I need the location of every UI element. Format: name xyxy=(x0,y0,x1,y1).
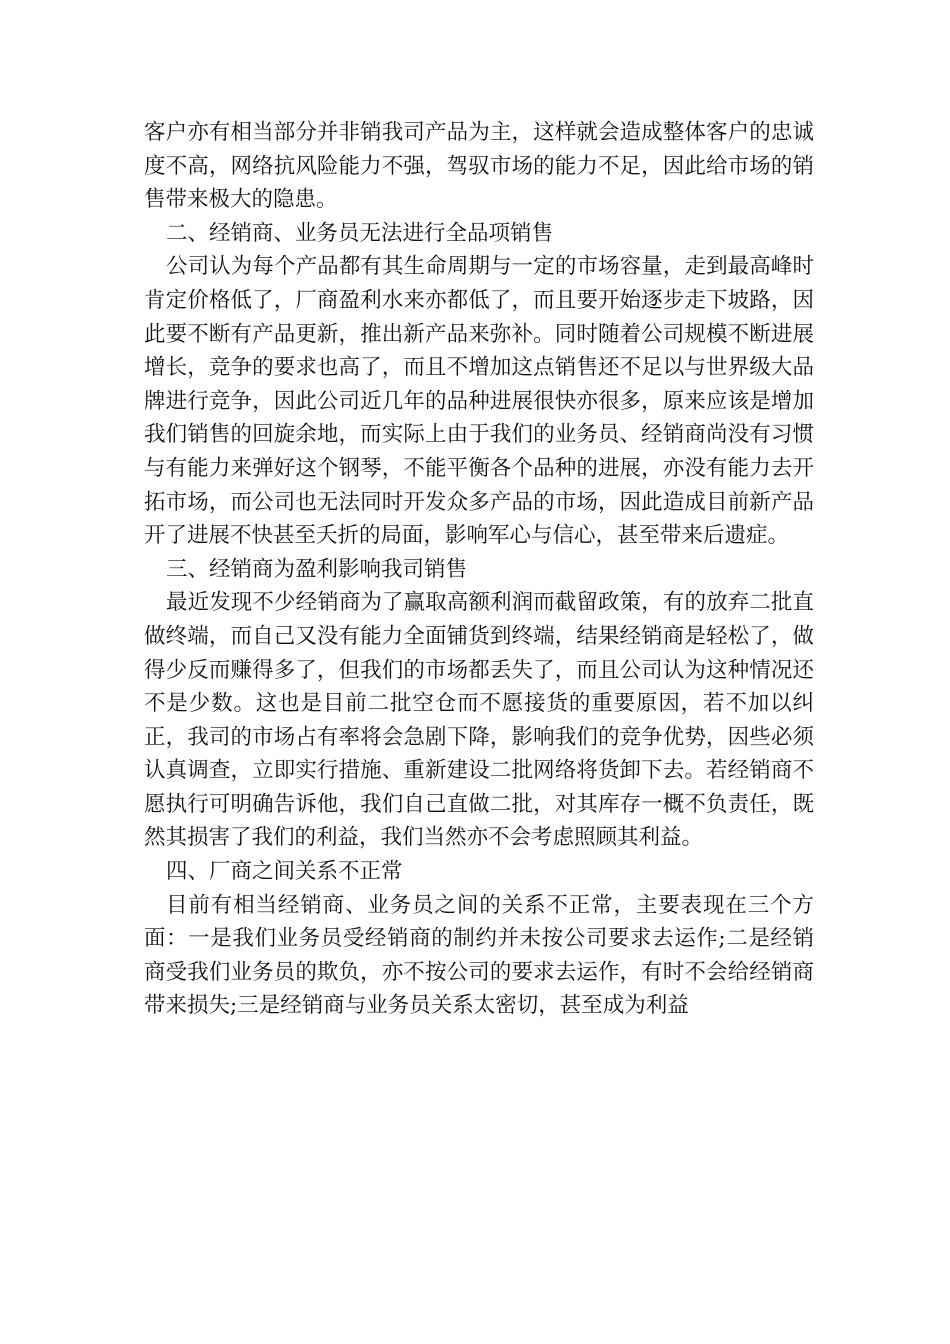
document-body xyxy=(144,116,814,1023)
section-heading: 三、经销商为盈利影响我司销售 xyxy=(166,556,468,582)
section-heading: 二、经销商、业务员无法进行全品项销售 xyxy=(166,220,554,246)
section-heading: 四、厂商之间关系不正常 xyxy=(166,859,403,885)
body-paragraph: 公司认为每个产品都有其生命周期与一定的市场容量，走到最高峰时肯定价格低了，厂商盈利水来亦都低了，而且要开始逐步走下坡路，因此要不断有产品更新，推出新产品来弥补。同时随着公司规模不断进展增长，竞争的要求也高了，而且不增加这点销售还不足以与世界级大品牌进行竞争，因此公司近几年的品种进展很快亦很多，原来应该是增加我们销售的回旋余地，而实际上由于我们的业务员、经销商尚没有习惯与有能力来弹好这个钢琴，不能平衡各个品种的进展，亦没有能力去开拓市场，而公司也无法同时开发众多产品的市场，因此造成目前新产品开了进展不快甚至夭折的局面，影响军心与信心，甚至带来后遗症。 xyxy=(144,254,814,549)
body-paragraph: 目前有相当经销商、业务员之间的关系不正常，主要表现在三个方面：一是我们业务员受经销商的制约并未按公司要求去运作;二是经销商受我们业务员的欺负，亦不按公司的要求去运作，有时不会给经销商带来损失;三是经销商与业务员关系太密切，甚至成为利益 xyxy=(144,892,814,1019)
body-paragraph: 客户亦有相当部分并非销我司产品为主，这样就会造成整体客户的忠诚度不高，网络抗风险能力不强，驾驭市场的能力不足，因此给市场的销售带来极大的隐患。 xyxy=(144,120,814,213)
body-paragraph: 最近发现不少经销商为了赢取高额利润而截留政策，有的放弃二批直做终端，而自己又没有能力全面铺货到终端，结果经销商是轻松了，做得少反而赚得多了，但我们的市场都丢失了，而且公司认为这种情况还不是少数。这也是目前二批空仓而不愿接货的重要原因，若不加以纠正，我司的市场占有率将会急剧下降，影响我们的竞争优势，因些必须认真调查，立即实行措施、重新建设二批网络将货卸下去。若经销商不愿执行可明确告诉他，我们自己直做二批，对其库存一概不负责任，既然其损害了我们的利益，我们当然亦不会考虑照顾其利益。 xyxy=(144,590,814,851)
